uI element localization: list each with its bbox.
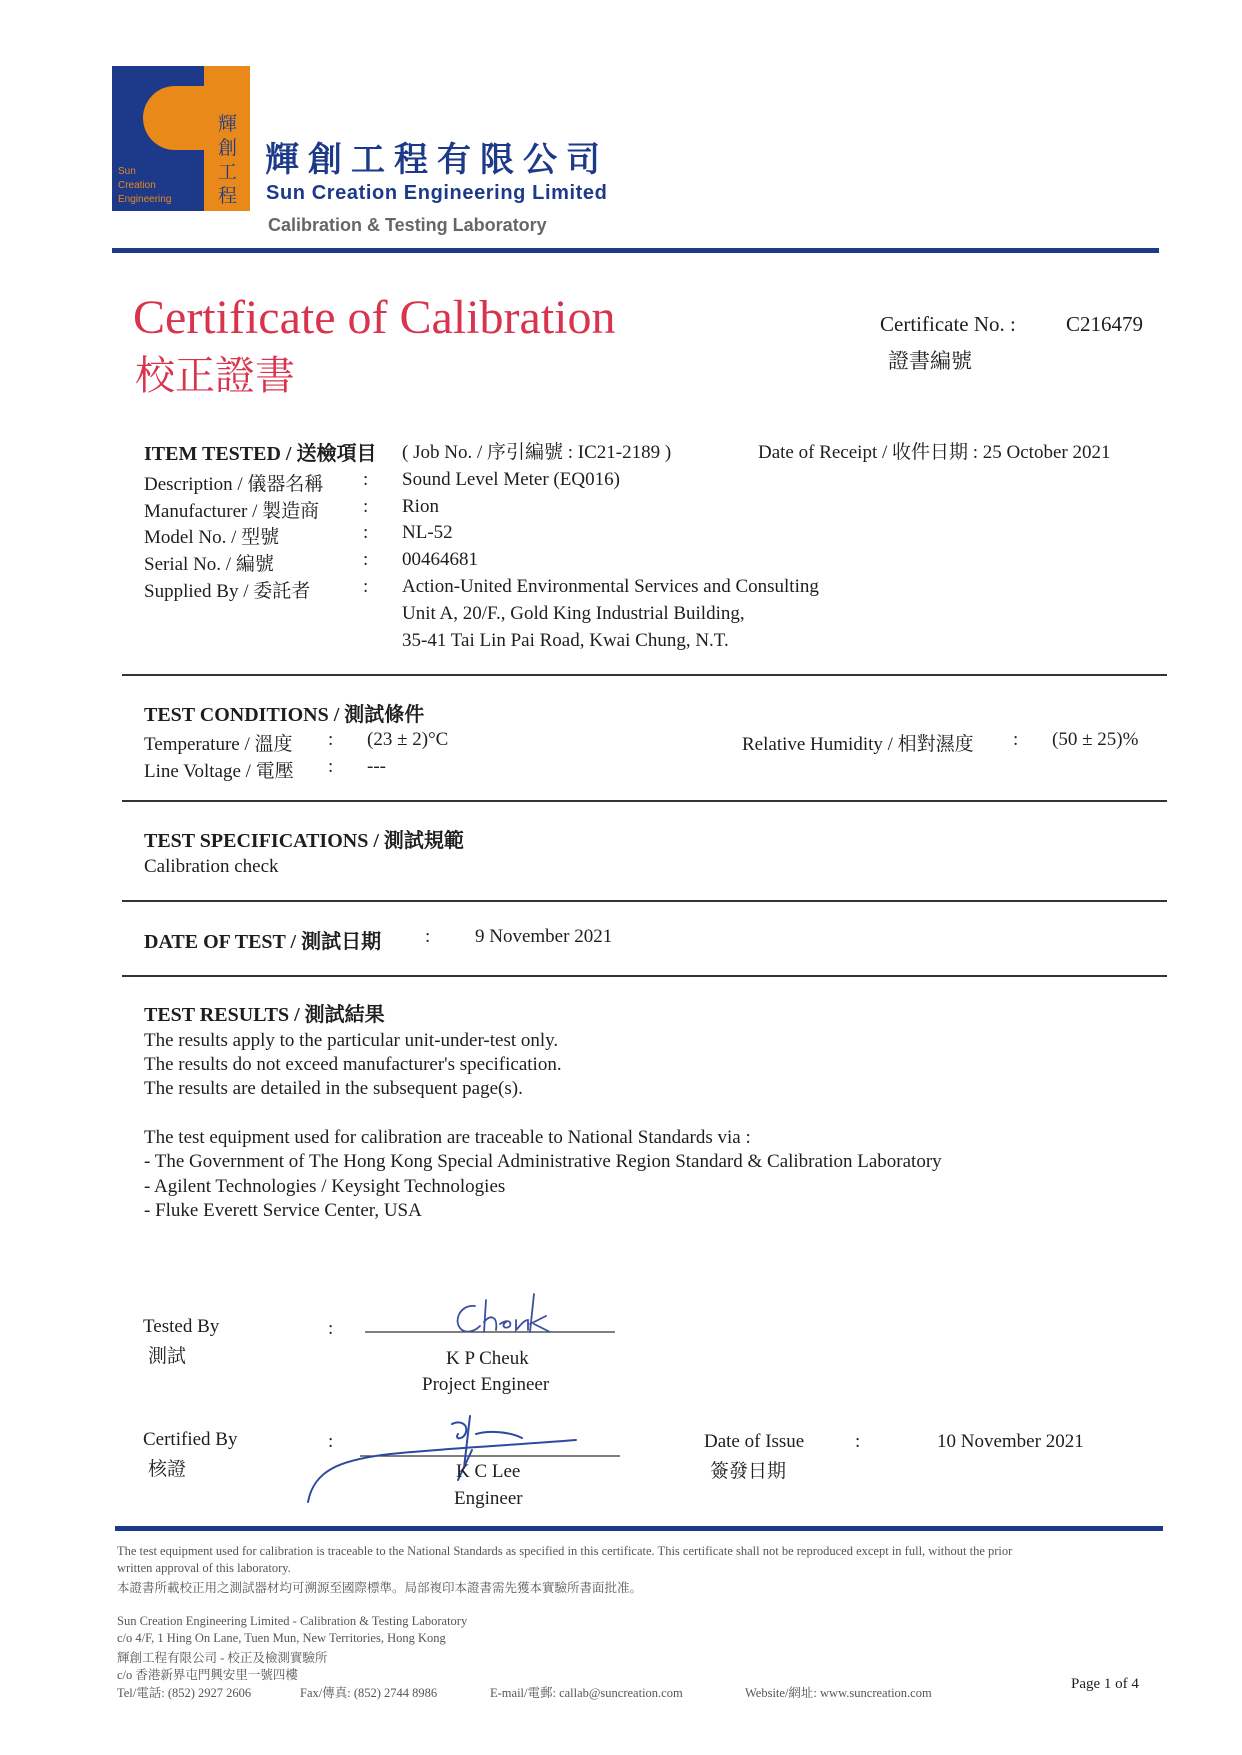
footer-address: Sun Creation Engineering Limited - Calibration & Testing Laboratory <box>117 1614 468 1628</box>
section-divider <box>122 674 1167 676</box>
certificate-title-cn: 校正證書 <box>135 353 295 398</box>
footer-tel: Tel/電話: (852) 2927 2606 <box>117 1686 252 1700</box>
traceability-source: - Fluke Everett Service Center, USA <box>144 1200 422 1221</box>
header-divider <box>112 248 1159 253</box>
colon: : <box>1013 729 1019 750</box>
humidity-value: (50 ± 25)% <box>1052 729 1139 750</box>
results-line: The results do not exceed manufacturer's specification. <box>144 1054 562 1075</box>
certificate-title: Certificate of Calibration <box>133 291 616 344</box>
colon: : <box>363 522 369 543</box>
certified-by-label-cn: 核證 <box>148 1459 187 1480</box>
svg-text:程: 程 <box>218 185 238 207</box>
colon: : <box>363 496 369 517</box>
tested-by-signature <box>360 1290 620 1340</box>
footer-note-cn: 本證書所載校正用之測試器材均可溯源至國際標準。局部複印本證書需先獲本實驗所書面批准。 <box>117 1581 643 1595</box>
certificate-no-value: C216479 <box>1066 312 1144 336</box>
manufacturer-label: Manufacturer / 製造商 <box>144 501 320 522</box>
date-of-issue-value: 10 November 2021 <box>937 1431 1084 1452</box>
tested-by-title: Project Engineer <box>422 1374 550 1395</box>
footer-website: Website/網址: www.suncreation.com <box>745 1686 932 1700</box>
serial-label: Serial No. / 編號 <box>144 554 274 575</box>
traceability-statement: The test equipment used for calibration are traceable to National Standards via : <box>144 1127 751 1148</box>
date-of-issue-label-cn: 簽發日期 <box>710 1461 787 1482</box>
voltage-value: --- <box>367 756 386 777</box>
section-divider <box>122 975 1167 977</box>
colon: : <box>855 1431 861 1452</box>
date-of-test-value: 9 November 2021 <box>475 926 613 947</box>
results-line: The results are detailed in the subsequent page(s). <box>144 1078 523 1099</box>
page-number: Page 1 of 4 <box>1071 1676 1139 1692</box>
temperature-label: Temperature / 溫度 <box>144 734 293 755</box>
specifications-text: Calibration check <box>144 856 279 877</box>
temperature-value: (23 ± 2)°C <box>367 729 449 750</box>
company-name-cn: 輝創工程有限公司 <box>265 140 609 180</box>
svg-text:工: 工 <box>218 161 238 183</box>
test-conditions-heading: TEST CONDITIONS / 測試條件 <box>144 704 425 726</box>
date-of-test-heading: DATE OF TEST / 測試日期 <box>144 931 382 953</box>
description-value: Sound Level Meter (EQ016) <box>402 469 620 490</box>
address-line-2: 35-41 Tai Lin Pai Road, Kwai Chung, N.T. <box>402 630 729 651</box>
tested-by-label: Tested By <box>143 1316 220 1337</box>
test-results-heading: TEST RESULTS / 測試結果 <box>144 1004 385 1026</box>
tested-by-name: K P Cheuk <box>446 1348 529 1369</box>
footer-fax: Fax/傳真: (852) 2744 8986 <box>300 1686 438 1700</box>
results-line: The results apply to the particular unit-under-test only. <box>144 1030 559 1051</box>
footer-address-cn: c/o 香港新界屯門興安里一號四樓 <box>117 1668 298 1682</box>
model-value: NL-52 <box>402 522 453 543</box>
manufacturer-value: Rion <box>402 496 439 517</box>
colon: : <box>425 926 431 947</box>
colon: : <box>328 756 334 777</box>
section-divider <box>122 900 1167 902</box>
footer-divider <box>115 1526 1163 1531</box>
date-of-receipt: Date of Receipt / 收件日期 : 25 October 2021 <box>758 442 1111 463</box>
certified-by-title: Engineer <box>454 1488 523 1509</box>
humidity-label: Relative Humidity / 相對濕度 <box>742 734 974 755</box>
colon: : <box>328 1431 334 1452</box>
colon: : <box>363 469 369 490</box>
company-name-en: Sun Creation Engineering Limited <box>266 182 608 204</box>
svg-text:Engineering: Engineering <box>118 194 172 205</box>
footer-email: E-mail/電郵: callab@suncreation.com <box>490 1686 683 1700</box>
supplied-by-label: Supplied By / 委託者 <box>144 581 311 602</box>
supplied-by-value: Action-United Environmental Services and Consulting <box>402 576 819 597</box>
svg-text:Creation: Creation <box>118 180 156 191</box>
traceability-source: - Agilent Technologies / Keysight Technologies <box>144 1176 506 1197</box>
logo-text-en: Sun <box>118 166 136 177</box>
certified-by-label: Certified By <box>143 1429 238 1450</box>
company-lab: Calibration & Testing Laboratory <box>268 215 547 235</box>
serial-value: 00464681 <box>402 549 478 570</box>
footer-note: written approval of this laboratory. <box>117 1561 291 1575</box>
description-label: Description / 儀器名稱 <box>144 474 324 495</box>
job-number: ( Job No. / 序引編號 : IC21-2189 ) <box>402 442 672 463</box>
footer-address-cn: 輝創工程有限公司 - 校正及檢測實驗所 <box>117 1651 328 1665</box>
address-line-1: Unit A, 20/F., Gold King Industrial Building, <box>402 603 745 624</box>
certificate-no-label-cn: 證書編號 <box>888 349 972 373</box>
colon: : <box>363 576 369 597</box>
section-divider <box>122 800 1167 802</box>
colon: : <box>363 549 369 570</box>
certified-by-name: K C Lee <box>456 1461 521 1482</box>
svg-text:輝: 輝 <box>218 113 238 135</box>
model-label: Model No. / 型號 <box>144 527 280 548</box>
footer-address: c/o 4/F, 1 Hing On Lane, Tuen Mun, New Territories, Hong Kong <box>117 1631 446 1645</box>
date-of-issue-label: Date of Issue <box>704 1431 805 1452</box>
colon: : <box>328 1318 334 1339</box>
traceability-source: - The Government of The Hong Kong Special Administrative Region Standard & Calibration Laboratory <box>144 1151 942 1172</box>
test-specifications-heading: TEST SPECIFICATIONS / 測試規範 <box>144 830 464 852</box>
item-tested-heading: ITEM TESTED / 送檢項目 <box>144 443 377 465</box>
svg-text:創: 創 <box>218 137 238 159</box>
company-logo <box>112 66 250 211</box>
colon: : <box>328 729 334 750</box>
certificate-no-label: Certificate No. : <box>880 312 1016 336</box>
voltage-label: Line Voltage / 電壓 <box>144 761 294 782</box>
footer-note: The test equipment used for calibration is traceable to the National Standards as specified in this certificate. This certificate shall not be reproduced except in full, without the prior <box>117 1544 1013 1558</box>
tested-by-label-cn: 測試 <box>148 1346 187 1367</box>
